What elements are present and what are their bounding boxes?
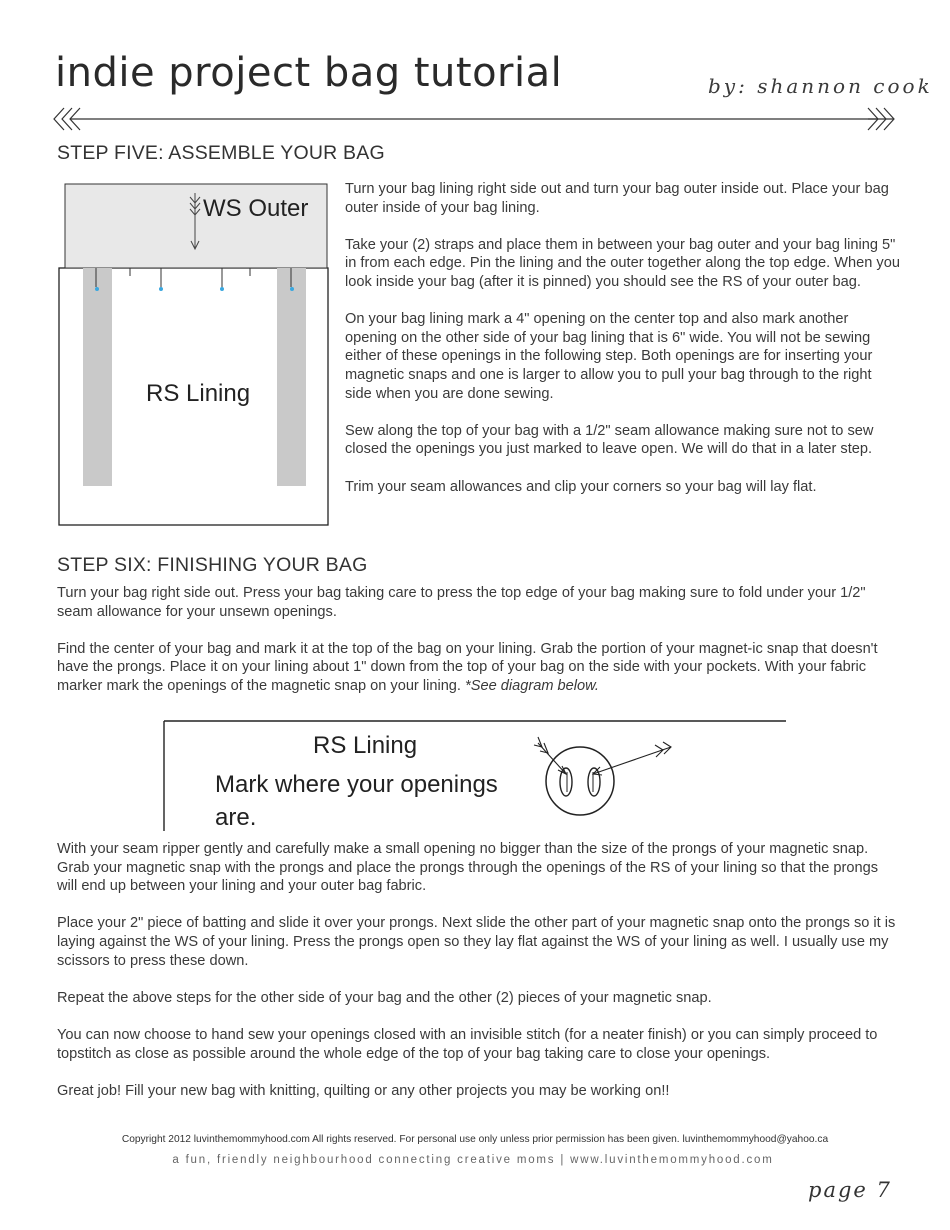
step-six-diagram bbox=[163, 718, 788, 833]
see-diagram-note: *See diagram below. bbox=[465, 677, 599, 694]
paragraph: Turn your bag lining right side out and turn your bag outer inside out. Place your bag outer inside of your bag lining. bbox=[345, 181, 889, 216]
arrow-divider bbox=[0, 100, 950, 140]
step-five-text bbox=[345, 180, 901, 496]
strap-left bbox=[83, 268, 112, 486]
paragraph: Great job! Fill your new bag with knitting, quilting or any other projects you may be working on!! bbox=[57, 1082, 670, 1099]
step-five-diagram bbox=[58, 183, 330, 528]
mark-openings-note: Mark where your openings are. bbox=[215, 771, 498, 831]
paragraph: With your seam ripper gently and carefully make a small opening no bigger than the size of the prongs of your magnetic snap. Grab your magnetic snap with the prongs and place the prongs through the openings of the RS of your lining so that the prongs will end up between your lining and your outer bag fabric. bbox=[57, 841, 879, 895]
magnetic-snap-icon bbox=[533, 734, 703, 834]
document-title: indie project bag tutorial bbox=[55, 50, 563, 96]
arrow-left-icon bbox=[534, 737, 566, 774]
paragraph: You can now choose to hand sew your openings closed with an invisible stitch (for a neater finish) or you can simply proceed to topstitch as close as possible around the whole edge of the top of your bag taking care to close your openings. bbox=[57, 1026, 878, 1062]
page-number: page 7 bbox=[808, 1178, 892, 1202]
fletching-right-icon bbox=[868, 108, 894, 130]
paragraph: Place your 2" piece of batting and slide it over your prongs. Next slide the other part of your magnetic snap onto the prongs so it is laying against the WS of your lining. Press the prongs open so they lay flat against the WS of your lining as well. I usually use my scissors to press these down. bbox=[57, 915, 896, 969]
step-six-intro-text bbox=[57, 584, 899, 696]
rs-lining-label: RS Lining bbox=[313, 732, 418, 759]
paragraph: Repeat the above steps for the other side of your bag and the other (2) pieces of your magnetic snap. bbox=[57, 989, 712, 1006]
strap-right bbox=[277, 268, 306, 486]
paragraph: Trim your seam allowances and clip your corners so your bag will lay flat. bbox=[345, 478, 817, 495]
author-byline: by: shannon cook bbox=[708, 74, 933, 98]
paragraph: Turn your bag right side out. Press your bag taking care to press the top edge of your bag making sure to fold under your 1/2" seam allowance for your unsewn openings. bbox=[57, 585, 866, 620]
paragraph: Sew along the top of your bag with a 1/2" seam allowance making sure not to sew closed the openings you just marked to leave open. We will do that in a later step. bbox=[345, 422, 874, 458]
paragraph: Take your (2) straps and place them in between your bag outer and your bag lining 5" in from each edge. Pin the lining and the outer together along the top edge. When you look inside your bag (after it is pinned) you should see the RS of your outer bag. bbox=[345, 236, 900, 290]
lining-outer-illustration bbox=[58, 183, 330, 528]
rs-lining-label: RS Lining bbox=[146, 380, 251, 407]
ws-outer-label: WS Outer bbox=[203, 195, 309, 222]
paragraph: On your bag lining mark a 4" opening on the center top and also mark another opening on the other side of your bag lining that is 6" wide. You will not be sewing either of these openings in the following step. Both openings are for inserting your magnetic snaps and one is larger to allow you to pull your bag through to the right side when you are done sewing. bbox=[345, 311, 873, 402]
copyright-notice: Copyright 2012 luvinthemommyhood.com All rights reserved. For personal use only unless prior permission has been given. luvinthemommyhood@yahoo.ca bbox=[121, 1134, 829, 1145]
paragraph-text: Find the center of your bag and mark it at the top of the bag on your lining. Grab the portion of your magnet-ic snap that doesn't have the prongs. Place it on your lining about 1" down from the top of your bag on the side with your pockets. With your fabric marker mark the openings of the magnetic snap on your lining. bbox=[57, 640, 878, 694]
step-six-heading: STEP SIX: FINISHING YOUR BAG bbox=[57, 554, 368, 576]
footer-tagline: a fun, friendly neighbourhood connecting creative moms | www.luvinthemommyhood.com bbox=[172, 1154, 774, 1166]
step-five-heading: STEP FIVE: ASSEMBLE YOUR BAG bbox=[57, 142, 385, 164]
step-six-instructions bbox=[57, 840, 899, 1100]
paragraph bbox=[57, 640, 899, 696]
